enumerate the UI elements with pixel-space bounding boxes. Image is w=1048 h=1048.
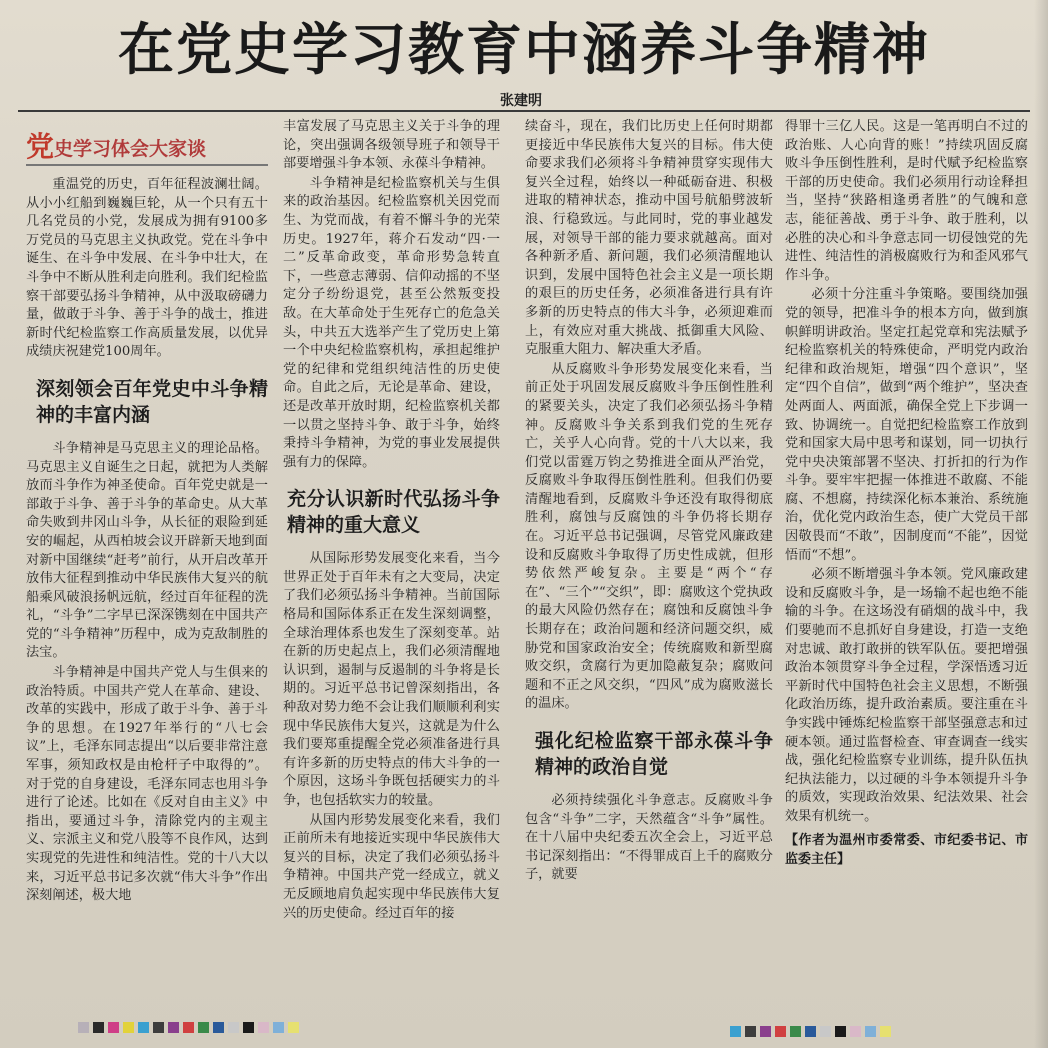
column-3 bbox=[525, 118, 773, 1018]
paragraph: 从国内形势发展变化来看，我们正前所未有地接近实现中华民族伟大复兴的目标，决定了我们必须弘扬斗争精神。中国共产党一经成立，就义无反顾地肩负起实现中华民族伟大复兴的历史使命。经过百年的接 bbox=[283, 812, 500, 921]
paragraph: 从反腐败斗争形势发展变化来看，当前正处于巩固发展反腐败斗争压倒性胜利的紧要关头，决定了我们必须弘扬斗争精神。反腐败斗争关系到我们党的生死存亡，关乎人心向背。党的十八大以来，我们党以雷霆万钧之势推进全面从严治党，反腐败斗争取得压倒性胜利。但我们仍要清醒地看到，反腐败斗争还没有取得彻底胜利，腐蚀与反腐蚀的斗争仍将长期存在。习近平总书记强调，尽管党风廉政建设和反腐败斗争取得了历史性成就，但形势依然严峻复杂。主要是“两个“存在”、“三个”“交织”，即：腐败这个党执政的最大风险仍然存在；腐蚀和反腐蚀斗争长期存在；政治问题和经济问题交织，威胁党和国家政治安全；传统腐败和新型腐败交织，贪腐行为更加隐蔽复杂；腐败问题和不正之风交织，“四风”成为腐败滋长的温床。 bbox=[525, 361, 773, 712]
color-swatch bbox=[790, 1026, 801, 1037]
headline: 在党史学习教育中涵养斗争精神 bbox=[118, 17, 930, 83]
paragraph: 必须不断增强斗争本领。党风廉政建设和反腐败斗争，是一场输不起也绝不能输的斗争。在这场没有硝烟的战斗中，我们要驰而不息抓好自身建设，打造一支绝对忠诚、敢打敢拼的铁军队伍。要把增强政治本领贯穿斗争全过程，学深悟透习近平新时代中国特色社会主义思想，不断强化政治历练，提升政治素质。要注重在斗争实践中锤炼纪检监察干部坚强意志和过硬本领。通过监督检查、审查调查一线实战，强化纪检监察专业训练，提升队伍执纪执法能力，以过硬的斗争本领提升斗争的质效，实现政治效果、纪法效果、社会效果有机统一。 bbox=[785, 567, 1028, 824]
paragraph: 斗争精神是马克思主义的理论品格。马克思主义自诞生之日起，就把为人类解放而斗争作为神圣使命。百年党史就是一部敢于斗争、善于斗争的革命史。从大革命失败到井冈山斗争，从长征的艰险到延安的崛起，从西柏坡会议开辟新天地到面对新中国继续“赶考”前行，从开启改革开放伟大征程到推动中华民族伟大复兴的航船乘风破浪扬帆远航，经过百年征程的洗礼，“斗争”二字早已深深镌刻在中国共产党的“斗争精神”历程中，成为克敌制胜的法宝。 bbox=[26, 440, 268, 661]
color-swatch bbox=[108, 1022, 119, 1033]
color-swatch bbox=[820, 1026, 831, 1037]
color-swatch bbox=[835, 1026, 846, 1037]
paragraph: 必须持续强化斗争意志。反腐败斗争包含“斗争”二字，天然蕴含“斗争”属性。在十八届中央纪委五次全会上，习近平总书记深刻指出：“不得罪成百上千的腐败分子，就要 bbox=[525, 793, 773, 883]
color-swatch bbox=[243, 1022, 254, 1033]
paragraph: 续奋斗，现在，我们比历史上任何时期都更接近中华民族伟大复兴的目标。伟大使命要求我们必须将斗争精神贯穿实现伟大复兴全过程，始终以一种砥砺奋进、积极进取的精神状态，推动中国号航船劈波斩浪、行稳致远。与此同时，党的事业越发展，对领导干部的能力要求就越高。面对各种新矛盾、新问题，我们必须清醒地认识到，发展中国特色社会主义是一项长期的艰巨的历史任务，必须准备进行具有许多新的历史特点的伟大斗争，必须迎难而上，有效应对重大挑战、抵御重大风险、克服重大阻力、解决重大矛盾。 bbox=[525, 119, 773, 358]
color-swatch bbox=[258, 1022, 269, 1033]
paragraph: 斗争精神是纪检监察机关与生俱来的政治基因。纪检监察机关因党而生、为党而战，有着不懈斗争的光荣历史。1927年，蒋介石发动“四·一二”反革命政变，革命形势急转直下，一些意志薄弱、信仰动摇的不坚定分子纷纷退党，甚至公然叛变投敌。在大革命处于生死存亡的危急关头，中共五大选举产生了党历史上第一个中央纪检监察机构，承担起维护党的纪律和党组织纯洁性的历史使命。自此之后，无论是革命、建设，还是改革开放时期，纪检监察机关都一以贯之坚持斗争、敢于斗争，始终秉持斗争精神，为党的事业发展提供强有力的保障。 bbox=[283, 175, 500, 470]
color-swatch bbox=[138, 1022, 149, 1033]
color-swatch bbox=[850, 1026, 861, 1037]
paragraph: 斗争精神是中国共产党人与生俱来的政治特质。中国共产党人在革命、建设、改革的实践中，形成了敢于斗争、善于斗争的思想。在1927年举行的“八七会议”上，毛泽东同志提出“以后要非常注意军事，须知政权是由枪杆子中取得的”。对于党的自身建设，毛泽东同志也用斗争进行了论述。比如在《反对自由主义》中指出，要通过斗争，清除党内的主观主义、宗派主义和党八股等不良作风，达到实现党的先进性和纯洁性。党的十八大以来，习近平总书记多次就“伟大斗争”作出深刻阐述，极大地 bbox=[26, 665, 268, 904]
byline: 张建明 bbox=[500, 93, 542, 109]
color-swatch bbox=[168, 1022, 179, 1033]
section-heading-3: 强化纪检监察干部永葆斗争精神的政治自觉 bbox=[535, 730, 773, 778]
color-swatch bbox=[745, 1026, 756, 1037]
color-swatch bbox=[288, 1022, 299, 1033]
color-swatch bbox=[775, 1026, 786, 1037]
column-kicker bbox=[26, 118, 268, 166]
paragraph: 丰富发展了马克思主义关于斗争的理论，突出强调各级领导班子和领导干部要增强斗争本领、永葆斗争精神。 bbox=[283, 119, 500, 172]
column-2 bbox=[283, 118, 500, 1018]
color-swatch bbox=[865, 1026, 876, 1037]
section-heading-1: 深刻领会百年党史中斗争精神的丰富内涵 bbox=[36, 377, 268, 426]
color-swatch bbox=[213, 1022, 224, 1033]
author-credit: 【作者为温州市委常委、市纪委书记、市监委主任】 bbox=[785, 832, 1028, 867]
color-swatch bbox=[760, 1026, 771, 1037]
kicker-rest: 史学习体会大家谈 bbox=[54, 138, 207, 160]
page-edge-shadow bbox=[1034, 0, 1048, 1048]
kicker-first-char: 党 bbox=[26, 130, 55, 163]
print-color-bar-left bbox=[78, 1022, 299, 1033]
color-swatch bbox=[198, 1022, 209, 1033]
print-color-bar-right bbox=[730, 1026, 891, 1037]
color-swatch bbox=[123, 1022, 134, 1033]
color-swatch bbox=[183, 1022, 194, 1033]
header-rule bbox=[18, 110, 1030, 112]
color-swatch bbox=[880, 1026, 891, 1037]
color-swatch bbox=[93, 1022, 104, 1033]
color-swatch bbox=[78, 1022, 89, 1033]
paragraph: 得罪十三亿人民。这是一笔再明白不过的政治账、人心向背的账！”持续巩固反腐败斗争压倒性胜利，是时代赋予纪检监察干部的历史使命。我们必须用行动诠释担当，坚持“狭路相逢勇者胜”的气魄和意志，能征善战、勇于斗争、敢于胜利，以必胜的决心和斗争意志同一切侵蚀党的先进性、纯洁性的消极腐败行为和歪风邪气作斗争。 bbox=[785, 119, 1028, 283]
paragraph: 必须十分注重斗争策略。要围绕加强党的领导，把准斗争的根本方向，做到旗帜鲜明讲政治。坚定扛起党章和宪法赋予纪检监察机关的特殊使命，严明党内政治纪律和政治规矩，增强“四个意识”，坚定“四个自信”，做到“两个维护”，坚决查处两面人、两面派，确保全党上下步调一致、协调统一。自觉把纪检监察工作放到党和国家大局中思考和谋划，同一切执行党中央决策部署不坚决、打折扣的行为作斗争。要牢牢把握一体推进不敢腐、不能腐、不想腐，持续深化标本兼治、系统施治，优化党内政治生态，使广大党员干部因敬畏而“不敢”，因制度而“不能”，因觉悟而“不想”。 bbox=[785, 287, 1028, 563]
color-swatch bbox=[228, 1022, 239, 1033]
section-heading-2: 充分认识新时代弘扬斗争精神的重大意义 bbox=[287, 488, 500, 537]
paragraph: 重温党的历史，百年征程波澜壮阔。从小小红船到巍巍巨轮，从一个只有五十几名党员的小党，发展成为拥有9100多万党员的马克思主义执政党。党在斗争中诞生、在斗争中发展、在斗争中壮大，在斗争中不断从胜利走向胜利。我们纪检监察干部要弘扬斗争精神，从中汲取磅礴力量，做敢于斗争、善于斗争的战士，推进新时代纪检监察工作高质量发展，以优异成绩庆祝建党100周年。 bbox=[26, 177, 268, 360]
color-swatch bbox=[805, 1026, 816, 1037]
color-swatch bbox=[273, 1022, 284, 1033]
paragraph: 从国际形势发展变化来看，当今世界正处于百年未有之大变局，决定了我们必须弘扬斗争精神。当前国际格局和国际体系正在发生深刻调整，全球治理体系也发生了深刻变革。站在新的历史起点上，我们必须清醒地认识到，遏制与反遏制的斗争将是长期的。习近平总书记曾深刻指出，各种敌对势力绝不会让我们顺顺利利实现中华民族伟大复兴，这就是为什么我们要郑重提醒全党必须准备进行具有许多新的历史特点的伟大斗争的一个原因，这场斗争既包括硬实力的斗争，也包括软实力的较量。 bbox=[283, 551, 500, 808]
color-swatch bbox=[730, 1026, 741, 1037]
column-1 bbox=[26, 118, 268, 1018]
color-swatch bbox=[153, 1022, 164, 1033]
column-4 bbox=[785, 118, 1028, 1018]
